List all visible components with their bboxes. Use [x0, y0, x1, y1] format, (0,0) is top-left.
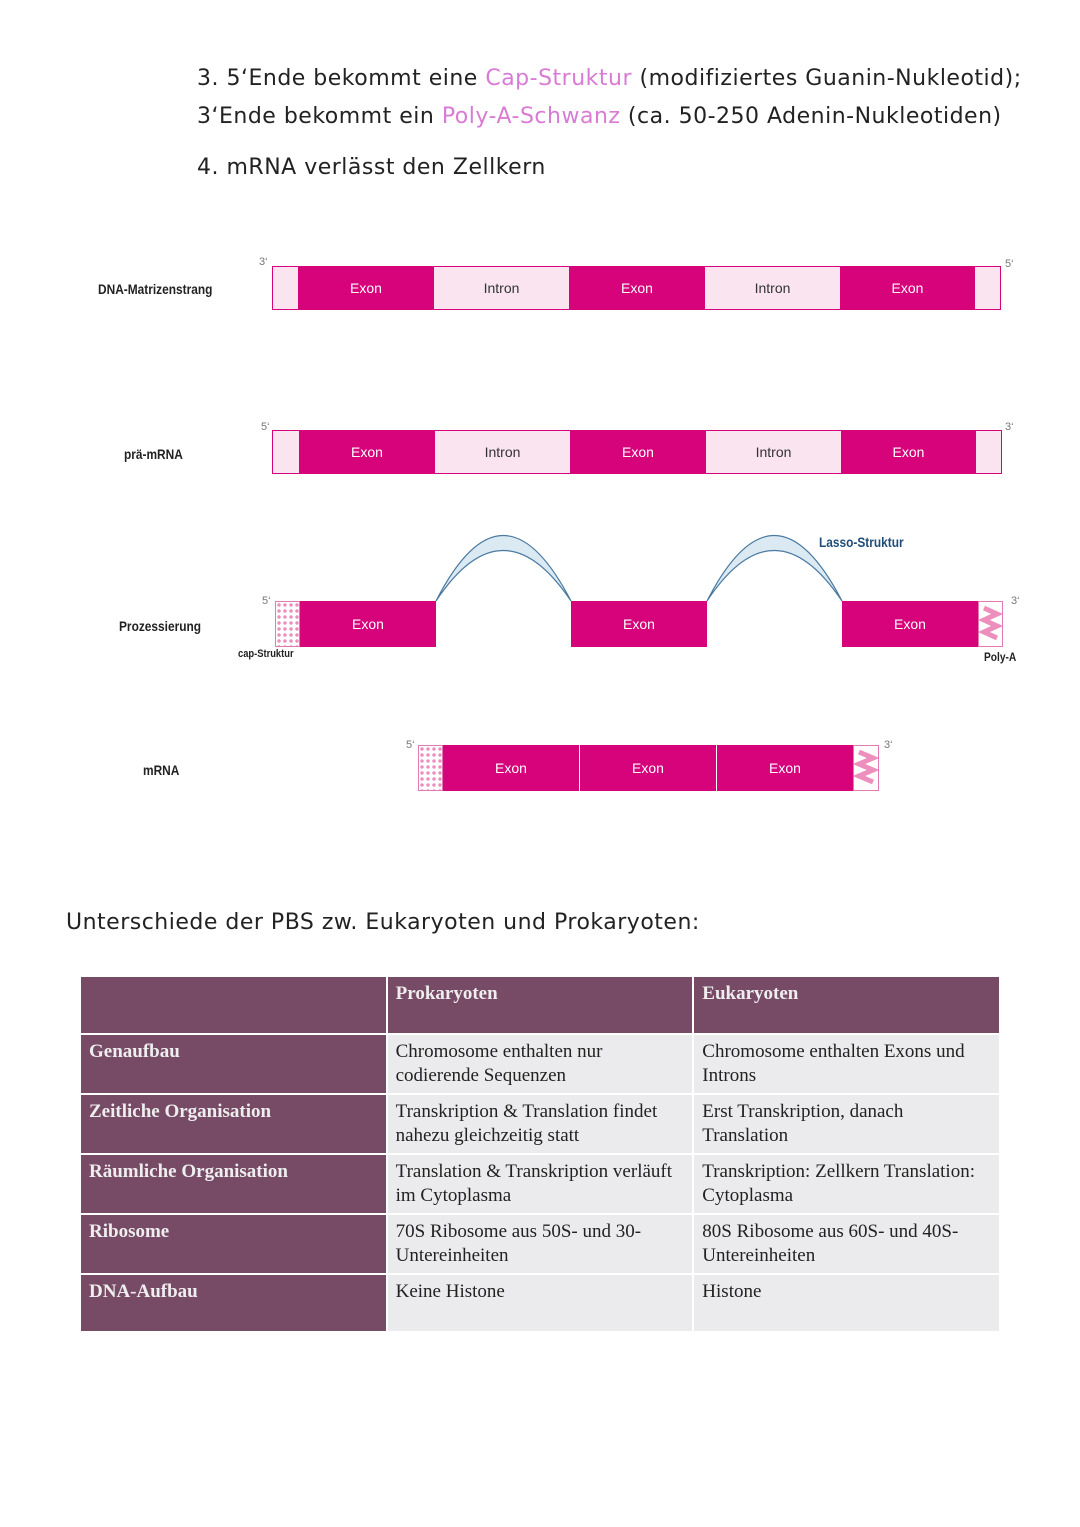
table-row: [80, 1094, 1000, 1154]
row-header: DNA-Aufbau: [80, 1274, 387, 1332]
exon: Exon: [299, 431, 435, 473]
cell: Chromosome enthalten nur codierende Sequenzen: [387, 1034, 694, 1094]
poly-a-tail: [853, 745, 879, 791]
cell: Keine Histone: [387, 1274, 694, 1332]
row-label-mrna: mRNA: [143, 762, 180, 778]
cap-structure: [275, 601, 300, 647]
table-row: [80, 1214, 1000, 1274]
row-header: Räumliche Organisation: [80, 1154, 387, 1214]
end-label: 3‘: [1011, 595, 1020, 607]
exon: Exon: [840, 267, 975, 309]
end-label: 5‘: [1005, 258, 1014, 270]
header-cell: Eukaryoten: [693, 976, 1000, 1034]
end-label: 5‘: [262, 595, 271, 607]
intron: Intron: [434, 267, 569, 309]
header-cell: Prokaryoten: [387, 976, 694, 1034]
exon: Exon: [841, 431, 976, 473]
end-label: 3‘: [884, 739, 893, 751]
lasso-loops: [0, 0, 1080, 700]
highlight-polya: Poly-A-Schwanz: [441, 104, 621, 129]
text: 3. 5‘Ende bekommt eine: [197, 66, 486, 91]
end-label: 3‘: [259, 256, 268, 268]
row-label-dna: DNA-Matrizenstrang: [98, 281, 213, 297]
cap-label: cap-Struktur: [238, 648, 294, 660]
table-row: [80, 1154, 1000, 1214]
poly-a-squiggle-icon: [979, 602, 1002, 646]
cell: Erst Transkription, danach Translation: [693, 1094, 1000, 1154]
table-row: [80, 1034, 1000, 1094]
exon: Exon: [571, 601, 707, 647]
end-label: 3‘: [1005, 421, 1014, 433]
row-header: Genaufbau: [80, 1034, 387, 1094]
poly-a-tail: [978, 601, 1003, 647]
exon: Exon: [580, 745, 716, 791]
exon: Exon: [569, 267, 705, 309]
table-row: [80, 1274, 1000, 1332]
cell: 80S Ribosome aus 60S- und 40S-Untereinheiten: [693, 1214, 1000, 1274]
end-label: 5‘: [406, 739, 415, 751]
intron: Intron: [706, 431, 841, 473]
exon: Exon: [443, 745, 579, 791]
text: 3‘Ende bekommt ein: [197, 104, 442, 129]
cell: Transkription & Translation findet nahezu gleichzeitig statt: [387, 1094, 694, 1154]
exon: Exon: [717, 745, 853, 791]
text: (ca. 50-250 Adenin-Nukleotiden): [620, 104, 1002, 129]
exon: Exon: [298, 267, 434, 309]
intron: Intron: [705, 267, 840, 309]
exon: Exon: [300, 601, 436, 647]
row-label-processing: Prozessierung: [119, 618, 202, 634]
highlight-cap: Cap-Struktur: [485, 66, 633, 91]
header-cell: [80, 976, 387, 1034]
table-header-row: [80, 976, 1000, 1034]
exon: Exon: [570, 431, 706, 473]
row-label-pre-mrna: prä-mRNA: [124, 446, 183, 462]
note-line-4: 4. mRNA verlässt den Zellkern: [197, 155, 546, 180]
cap-structure: [418, 745, 443, 791]
cell: Chromosome enthalten Exons und Introns: [693, 1034, 1000, 1094]
polya-label: Poly-A: [984, 650, 1017, 664]
lasso-label: Lasso-Struktur: [819, 534, 904, 550]
cell: Translation & Transkription verläuft im Cytoplasma: [387, 1154, 694, 1214]
lasso-loop: [436, 536, 571, 602]
exon: Exon: [842, 601, 978, 647]
poly-a-squiggle-icon: [854, 746, 878, 790]
cell: Transkription: Zellkern Translation: Cytoplasma: [693, 1154, 1000, 1214]
cell: Histone: [693, 1274, 1000, 1332]
row-header: Zeitliche Organisation: [80, 1094, 387, 1154]
section-title: Unterschiede der PBS zw. Eukaryoten und Prokaryoten:: [66, 910, 700, 935]
cell: 70S Ribosome aus 50S- und 30-Untereinheiten: [387, 1214, 694, 1274]
text: (modifiziertes Guanin-Nukleotid);: [632, 66, 1022, 91]
comparison-table: [79, 975, 1001, 1333]
end-label: 5‘: [261, 421, 270, 433]
intron: Intron: [435, 431, 570, 473]
row-header: Ribosome: [80, 1214, 387, 1274]
